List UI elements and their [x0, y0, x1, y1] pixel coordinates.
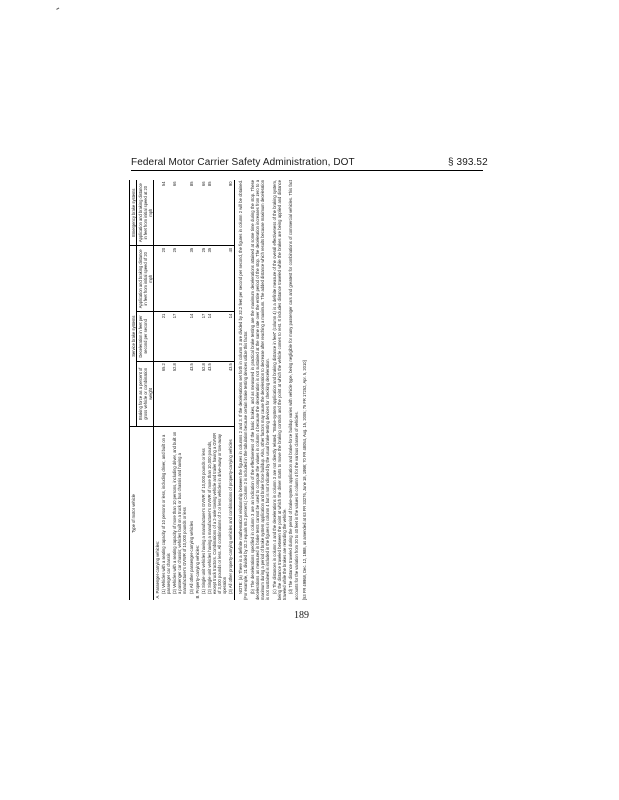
row-label: (1) Single unit vehicles having a manufacturer's GVWR of 10,000 pounds or less	[200, 448, 206, 594]
emergency-cell: 66	[200, 180, 206, 246]
scan-speck	[56, 8, 61, 13]
table-row	[206, 180, 227, 600]
col-application-header: Application and braking distance in feet from initial speed of 20 mph	[137, 246, 154, 312]
col-emergency-distance-header: Application and braking distance in feet from initial speed at 20 mph	[137, 180, 154, 246]
table-row	[161, 180, 172, 600]
rotated-content	[129, 180, 485, 600]
service-brake-group-header: Service brake systems	[130, 246, 137, 427]
note-paragraph: (b) The decelerations specified in column 3 are an indication of the effectiveness of the basic brakes, and as measured in practical brake testing are the maximum decelerations attained at some time during the stop. These decelerations as measured in brake tests cannot be used to compute the values in column 4 because the deceleration is not sustained at the same rate over the entire period of the stop. The deceleration increases from zero to a maximum during a period of brake system application and brake force buildup. Also, other factors may cause the deceleration to decrease after reaching a maximum. The added distance which results because maximum deceleration is not sustained is included in the figures in column 4 but is not indicated by the usual brake-testing devices for checking deceleration.	[249, 180, 271, 600]
distance-cell: 25	[200, 246, 206, 312]
col-braking-force-header: Braking force as a percent of gross vehicle or combination weight	[137, 361, 154, 426]
section-number: § 393.52	[448, 157, 488, 168]
note-paragraph: NOTE: (a) There is a definite mathematical relationship between the figures in columns 2 and 3. If the decelerations set forth in column 3 are divided by 32.2 feet per second per second, the figures in column 2 will be obtained. (For example, 21 divided by 32.2 equals 65.2 percent.) Column 2 is included in the tabulation because certain brake testing devices utilize this factor.	[237, 180, 249, 600]
distance-cell: 25	[172, 246, 188, 312]
braking-force-cell: 52.8	[172, 361, 188, 426]
section-label: B. Property-carrying vehicles:	[194, 545, 200, 599]
deceleration-cell: 17	[172, 312, 188, 361]
emergency-cell: 90	[228, 180, 235, 246]
braking-force-cell: 52.8	[200, 361, 206, 426]
rotated-table-block	[129, 180, 485, 600]
emergency-cell: 85	[188, 180, 194, 246]
note-paragraph: (c) The distances in column 4 and the decelerations in column 3 are not directly related. "Brake-system application and braking distance in feet" (column 4) is a definite measure of the overall effectiveness of the braking system, being the distance traveled between the point at which the driver starts to move the braking controls and the point at which the vehicle comes to rest. It includes distance traveled while the brakes are being applied and distance traveled while the brakes are retarding the vehicle.	[271, 180, 287, 600]
deceleration-cell: 14	[206, 312, 227, 361]
row-label: (3) All other passenger-carrying vehicles	[188, 520, 194, 594]
row-label: (2) Single unit vehicles having a manufacturer's GVWR of more than 10,000 pounds, except truck tractors. Combinations of a 2-axle towing vehicle and trailer having a GVWR of 3,000 pounds or less. All combinations of 2 or less vehicles in drive-away or tow-away operation	[206, 432, 228, 594]
row-label: (3) All other property-carrying vehicles and combinations of property-carrying vehicles	[228, 427, 235, 601]
table-row	[228, 180, 235, 600]
emergency-cell: 54	[161, 180, 172, 246]
row-label: (1) Vehicles with a seating capacity of 10 persons or less, including driver, and built on a passenger car chassis	[161, 434, 172, 594]
col-deceleration-header: Deceleration in feet per second per second	[137, 312, 154, 361]
deceleration-cell: 21	[161, 312, 172, 361]
deceleration-cell: 17	[200, 312, 206, 361]
section-row	[154, 180, 161, 600]
header-rule	[131, 170, 483, 171]
section-label: A. Passenger-carrying vehicles:	[154, 540, 160, 599]
emergency-cell: 66	[172, 180, 188, 246]
distance-cell: 40	[228, 246, 235, 312]
table-row	[172, 180, 188, 600]
braking-force-cell: 65.2	[161, 361, 172, 426]
distance-cell: 35	[188, 246, 194, 312]
deceleration-cell: 14	[228, 312, 235, 361]
deceleration-cell: 14	[188, 312, 194, 361]
braking-force-cell: 43.5	[188, 361, 194, 426]
brake-performance-table	[129, 180, 235, 600]
braking-force-cell: 43.5	[206, 361, 227, 426]
row-label: (2) Vehicles with a seating capacity of more than 10 persons, including driver, and built on a passenger car chassis; vehicles built on a truck or bus chassis and having a manufacturer's GVWR of 10,000 pounds or less	[172, 431, 188, 594]
emergency-cell: 85	[206, 180, 227, 246]
col-type-header: Type of motor vehicle	[130, 427, 154, 601]
emergency-brake-group-header: Emergency brake systems	[130, 180, 137, 246]
distance-cell: 20	[161, 246, 172, 312]
source-citation: [53 FR 49968, Dec. 12, 1988, as amended at 63 FR 33276, June 18, 1998; 70 FR 48054, Aug. 15, 2005; 75 FR 17252, Apr. 5, 2010]	[301, 360, 307, 600]
distance-cell: 35	[206, 246, 227, 312]
table-notes	[238, 180, 299, 600]
braking-force-cell: 43.5	[228, 361, 235, 426]
running-header: Federal Motor Carrier Safety Administration, DOT	[131, 157, 355, 168]
page-number: 189	[294, 610, 309, 621]
note-paragraph: (d) The distance traveled during the period of brake-system application and brake-force buildup varies with vehicle type, being negligible for many passenger cars and greatest for combinations of commercial vehicles. This fact accounts for the variation from 20 to 40 feet in the values in column 4 for the various classes of vehicles.	[288, 180, 299, 600]
